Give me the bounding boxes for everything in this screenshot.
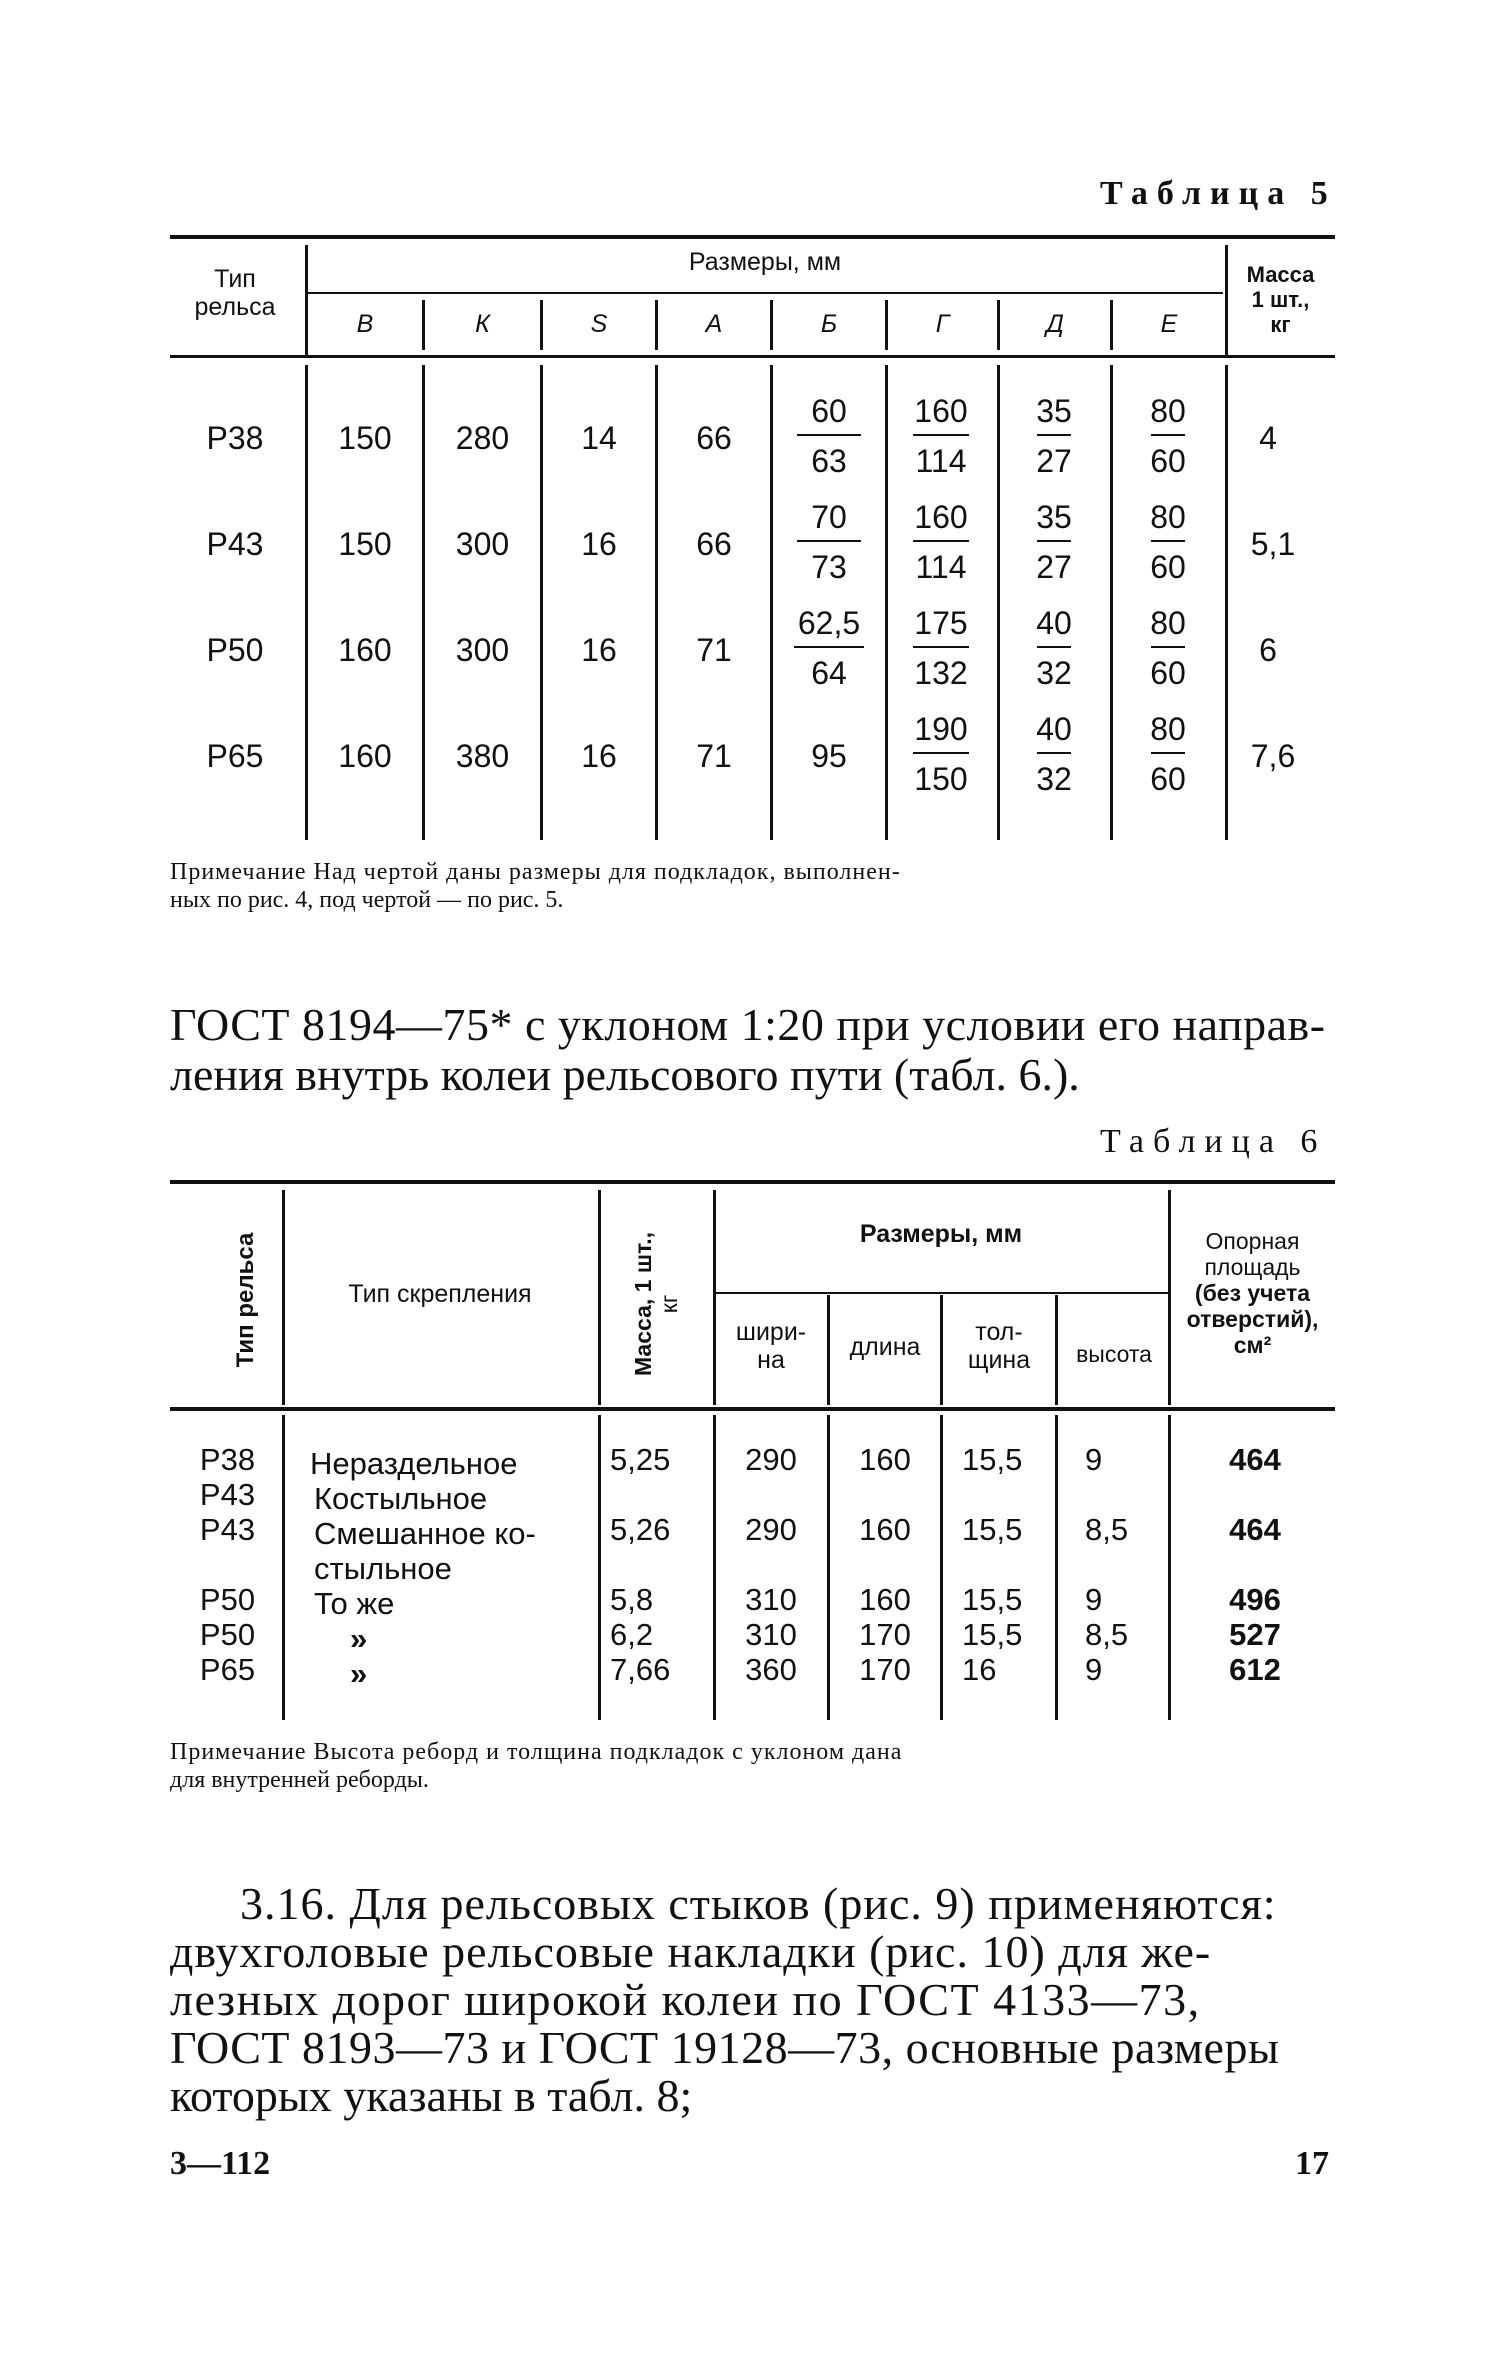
cell-length: 160 bbox=[859, 1582, 911, 1617]
cell-Bb-fraction: 60 63 bbox=[774, 390, 884, 480]
cell-S: 14 bbox=[581, 420, 617, 456]
table-row-fastening: Нераздельное bbox=[310, 1446, 518, 1481]
table-row-fastening: стыльное bbox=[314, 1551, 452, 1586]
cell-D-fraction: 35 27 bbox=[1036, 393, 1072, 479]
paragraph-gost-8194: ГОСТ 8194—75* с уклоном 1:20 при условии его направ- ления внутрь колеи рельсового пути (табл. 6.). bbox=[170, 999, 1326, 1100]
cell-B: 160 bbox=[338, 738, 392, 774]
col-mass bbox=[610, 1442, 710, 1687]
header-area: Опорная площадь (без учета отверстий), см² bbox=[1186, 1228, 1319, 1358]
cell-S: 16 bbox=[581, 738, 617, 774]
cell-E-fraction: 80 60 bbox=[1150, 499, 1186, 585]
col-A: А bbox=[705, 310, 723, 338]
cell-thickness bbox=[962, 1547, 1054, 1582]
cell-E-fraction: 80 60 bbox=[1150, 711, 1186, 797]
cell-height bbox=[1085, 1477, 1165, 1512]
cell-mass bbox=[610, 1547, 710, 1582]
header-length: длина bbox=[849, 1333, 921, 1361]
cell-K: 280 bbox=[455, 420, 510, 456]
header-height: высота bbox=[1076, 1341, 1152, 1367]
cell-length: 170 bbox=[859, 1652, 911, 1687]
cell-D-fraction: 40 32 bbox=[1036, 711, 1072, 797]
cell-thickness: 16 bbox=[962, 1652, 997, 1687]
cell-A: 71 bbox=[696, 738, 732, 774]
cell-area: 464 bbox=[1229, 1512, 1281, 1547]
cell-length: 160 bbox=[859, 1512, 911, 1547]
cell-type: Р43 bbox=[206, 526, 264, 562]
cell-mass: 5,1 bbox=[1250, 526, 1296, 562]
cell-B: 150 bbox=[338, 526, 392, 562]
cell-area: 464 bbox=[1229, 1442, 1281, 1477]
cell-width: 360 bbox=[745, 1652, 797, 1687]
cell-type: Р38 bbox=[206, 420, 264, 456]
cell-width bbox=[716, 1547, 826, 1582]
table-row-fastening: Смешанное ко- bbox=[314, 1516, 536, 1551]
paragraph-3-16: 3.16. Для рельсовых стыков (рис. 9) применяются: двухголовые рельсовые накладки (рис. 10) для же- лезных дорог широкой колеи по ГОСТ 4133—73, ГОСТ 8193—73 и ГОСТ 19128—73, основные размеры которых указаны в табл. 8; bbox=[170, 1878, 1280, 2121]
header-mass: Масса 1 шт., кг bbox=[1246, 262, 1315, 337]
header-mass: Масса, 1 шт., кг bbox=[630, 1231, 682, 1377]
header-rail-type: Тип рельса bbox=[194, 265, 276, 321]
cell-height: 9 bbox=[1085, 1652, 1103, 1687]
cell-E-fraction: 80 60 bbox=[1150, 393, 1186, 479]
cell-G-fraction: 175 132 bbox=[914, 605, 968, 691]
cell-thickness: 15,5 bbox=[962, 1442, 1023, 1477]
col-B: В bbox=[356, 310, 374, 338]
table6-note: Примечание Высота реборд и толщина подкладок с уклоном дана для внутренней реборды. bbox=[170, 1739, 903, 1793]
page-number: 17 bbox=[1295, 2145, 1329, 2182]
col-K: К bbox=[475, 310, 490, 338]
cell-area: 527 bbox=[1229, 1617, 1281, 1652]
cell-mass: 6 bbox=[1259, 632, 1277, 668]
cell-G-fraction: 190 150 bbox=[914, 711, 968, 797]
col-G: Г bbox=[935, 310, 950, 338]
cell-S: 16 bbox=[581, 526, 617, 562]
table-row-type: Р50 bbox=[199, 1617, 256, 1652]
cell-G-fraction: 160 114 bbox=[914, 499, 968, 585]
cell-B: 150 bbox=[338, 420, 392, 456]
cell-mass: 4 bbox=[1259, 420, 1277, 456]
cell-Bb-fraction: 70 73 bbox=[774, 496, 884, 586]
cell-D-fraction: 40 32 bbox=[1036, 605, 1072, 691]
cell-Bb: 95 bbox=[811, 738, 847, 774]
table-row-type: Р38 bbox=[199, 1442, 256, 1477]
col-S: S bbox=[590, 310, 608, 338]
cell-width: 310 bbox=[745, 1582, 797, 1617]
table-row-fastening: То же bbox=[314, 1586, 395, 1621]
col-E: Е bbox=[1160, 310, 1178, 338]
table-row-fastening: » bbox=[350, 1656, 368, 1691]
col-thickness bbox=[962, 1442, 1054, 1687]
cell-thickness bbox=[962, 1477, 1054, 1512]
table-row-type: Р50 bbox=[199, 1582, 256, 1617]
cell-S: 16 bbox=[581, 632, 617, 668]
cell-Bb-fraction: 62,5 64 bbox=[774, 602, 884, 692]
col-rail-type bbox=[190, 1442, 265, 1687]
header-width: шири- на bbox=[735, 1318, 807, 1374]
cell-mass: 6,2 bbox=[610, 1617, 654, 1652]
col-D: Д bbox=[1046, 310, 1064, 338]
cell-length bbox=[830, 1547, 940, 1582]
table-row-type: Р43 bbox=[199, 1512, 256, 1547]
cell-width: 290 bbox=[745, 1442, 797, 1477]
cell-type: Р65 bbox=[206, 738, 264, 774]
cell-A: 66 bbox=[696, 420, 732, 456]
cell-thickness: 15,5 bbox=[962, 1582, 1023, 1617]
header-dimensions: Размеры, мм bbox=[859, 1220, 1023, 1248]
col-height bbox=[1085, 1442, 1165, 1687]
table-row-type: Р43 bbox=[199, 1477, 256, 1512]
cell-B: 160 bbox=[338, 632, 392, 668]
col-fastening bbox=[310, 1446, 595, 1691]
table5-caption: Таблица 5 bbox=[1100, 175, 1337, 212]
col-width bbox=[716, 1442, 826, 1687]
col-length bbox=[830, 1442, 940, 1687]
cell-length: 160 bbox=[859, 1442, 911, 1477]
cell-type: Р50 bbox=[206, 632, 264, 668]
cell-area bbox=[1205, 1547, 1305, 1582]
table-row-type bbox=[190, 1547, 265, 1582]
cell-width bbox=[716, 1477, 826, 1512]
cell-K: 380 bbox=[455, 738, 510, 774]
cell-mass: 5,26 bbox=[610, 1512, 671, 1547]
cell-area: 496 bbox=[1229, 1582, 1281, 1617]
cell-E-fraction: 80 60 bbox=[1150, 605, 1186, 691]
footer-signature: 3—112 bbox=[170, 2145, 271, 2182]
cell-area bbox=[1205, 1477, 1305, 1512]
cell-A: 66 bbox=[696, 526, 732, 562]
cell-length: 170 bbox=[859, 1617, 911, 1652]
cell-D-fraction: 35 27 bbox=[1036, 499, 1072, 585]
header-thickness: тол- щина bbox=[967, 1318, 1031, 1374]
cell-G-fraction: 160 114 bbox=[914, 393, 968, 479]
cell-thickness: 15,5 bbox=[962, 1512, 1023, 1547]
header-fastening: Тип скрепления bbox=[348, 1280, 532, 1308]
cell-length bbox=[830, 1477, 940, 1512]
cell-height: 8,5 bbox=[1085, 1512, 1129, 1547]
cell-mass bbox=[610, 1477, 710, 1512]
col-Bb: Б bbox=[820, 310, 838, 338]
table-row-type: Р65 bbox=[199, 1652, 256, 1687]
cell-mass: 7,6 bbox=[1250, 738, 1296, 774]
cell-K: 300 bbox=[455, 526, 510, 562]
cell-mass: 7,66 bbox=[610, 1652, 671, 1687]
table5-note: Примечание Над чертой даны размеры для подкладок, выполнен- ных по рис. 4, под чертой — по рис. 5. bbox=[170, 859, 901, 913]
cell-A: 71 bbox=[696, 632, 732, 668]
header-rail-type: Тип рельса bbox=[232, 1232, 259, 1368]
cell-width: 310 bbox=[745, 1617, 797, 1652]
cell-mass: 5,25 bbox=[610, 1442, 671, 1477]
cell-width: 290 bbox=[745, 1512, 797, 1547]
cell-height: 9 bbox=[1085, 1582, 1103, 1617]
table-row-fastening: » bbox=[350, 1621, 368, 1656]
cell-height: 8,5 bbox=[1085, 1617, 1129, 1652]
cell-height bbox=[1085, 1547, 1165, 1582]
cell-K: 300 bbox=[455, 632, 510, 668]
cell-height: 9 bbox=[1085, 1442, 1103, 1477]
cell-area: 612 bbox=[1229, 1652, 1281, 1687]
table6-caption: Таблица 6 bbox=[1100, 1123, 1327, 1160]
cell-mass: 5,8 bbox=[610, 1582, 654, 1617]
col-area bbox=[1205, 1442, 1305, 1687]
cell-thickness: 15,5 bbox=[962, 1617, 1023, 1652]
header-dimensions: Размеры, мм bbox=[688, 248, 842, 276]
table-row-fastening: Костыльное bbox=[314, 1481, 488, 1516]
